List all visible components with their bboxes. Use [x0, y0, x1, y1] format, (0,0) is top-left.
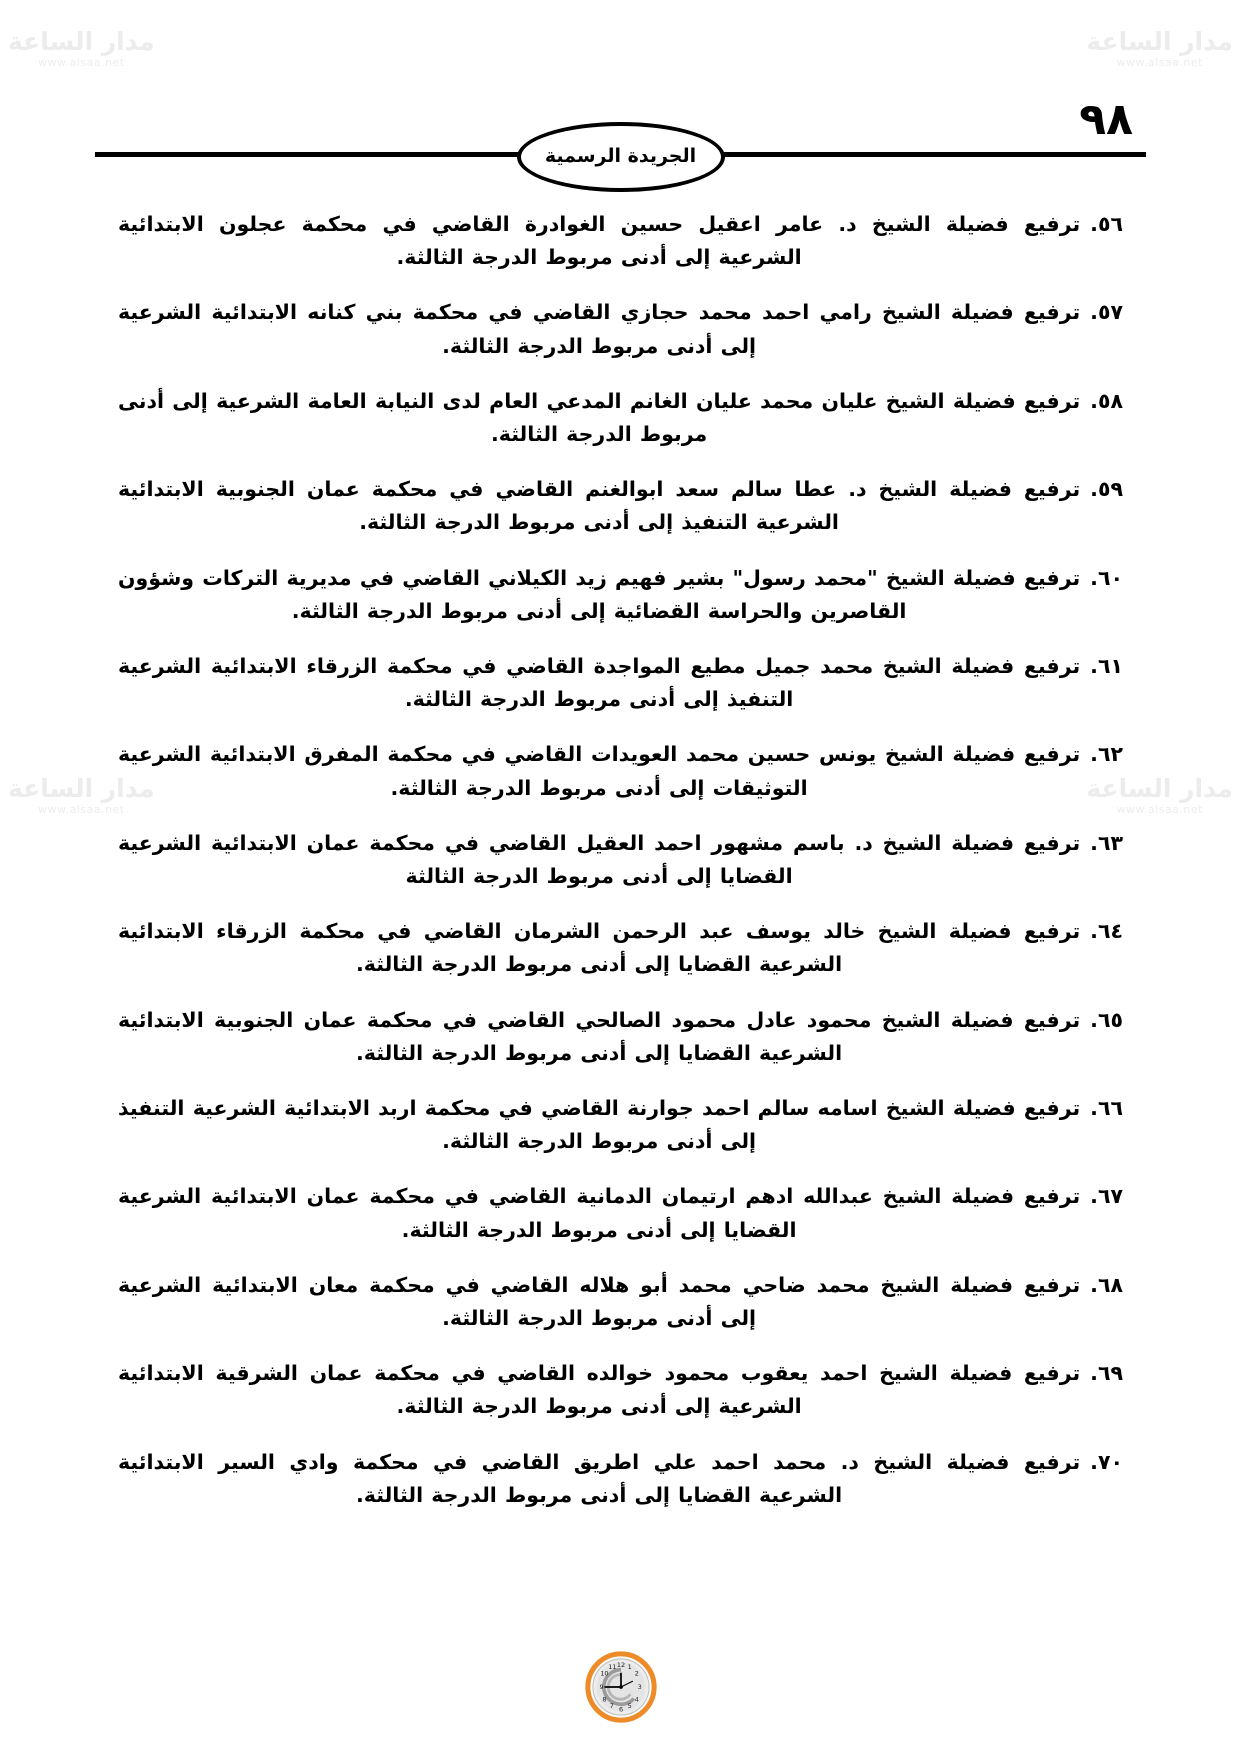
list-item-number: ٦٩. [1090, 1361, 1123, 1386]
list-item [118, 915, 1123, 981]
list-item [118, 1092, 1123, 1158]
list-item-text: ترفيع فضيلة الشيخ د. عامر اعقيل حسين الغوادرة القاضي في محكمة عجلون الابتدائية الشرعية إلى أدنى مربوط الدرجة الثالثة. [118, 212, 1081, 270]
svg-text:3: 3 [637, 1683, 642, 1692]
svg-text:7: 7 [609, 1701, 614, 1710]
list-item-text: ترفيع فضيلة الشيخ محمد ضاحي محمد أبو هلاله القاضي في محكمة معان الابتدائية الشرعية إلى أدنى مربوط الدرجة الثالثة. [118, 1272, 1081, 1331]
list-item-text: ترفيع فضيلة الشيخ خالد يوسف عبد الرحمن الشرمان القاضي في محكمة الزرقاء الابتدائية الشرعية القضايا إلى أدنى مربوط الدرجة الثالثة. [118, 919, 1081, 977]
svg-text:5: 5 [627, 1701, 632, 1710]
list-item-number: ٦١. [1090, 654, 1123, 679]
svg-text:4: 4 [634, 1695, 639, 1704]
promotions-list [118, 208, 1123, 1534]
svg-text:6: 6 [618, 1705, 623, 1714]
list-item-number: ٦٠. [1090, 565, 1123, 590]
watermark-top-left [8, 28, 155, 69]
list-item-text: ترفيع فضيلة الشيخ محمد جميل مطيع المواجدة القاضي في محكمة الزرقاء الابتدائية الشرعية التنفيذ إلى أدنى مربوط الدرجة الثالثة. [118, 654, 1081, 712]
watermark-url-text: www.alsaa.net [1116, 802, 1203, 816]
list-item [118, 562, 1123, 628]
list-item [118, 1446, 1123, 1512]
list-item [118, 1357, 1123, 1423]
list-item [118, 385, 1123, 451]
list-item [118, 1004, 1123, 1070]
list-item [118, 208, 1123, 274]
svg-text:1: 1 [627, 1663, 632, 1671]
list-item [118, 650, 1123, 716]
list-item-number: ٥٨. [1090, 388, 1123, 413]
list-item-number: ٧٠. [1090, 1449, 1123, 1474]
list-item-text: ترفيع فضيلة الشيخ د. عطا سالم سعد ابوالغنم القاضي في محكمة عمان الجنوبية الابتدائية الشرعية التنفيذ إلى أدنى مربوط الدرجة الثالثة. [118, 477, 1081, 535]
list-item-text: ترفيع فضيلة الشيخ احمد يعقوب محمود خوالده القاضي في محكمة عمان الشرقية الابتدائية الشرعية إلى أدنى مربوط الدرجة الثالثة. [118, 1361, 1081, 1419]
list-item-text: ترفيع فضيلة الشيخ رامي احمد محمد حجازي القاضي في محكمة بني كنانه الابتدائية الشرعية إلى أدنى مربوط الدرجة الثالثة. [118, 300, 1081, 358]
watermark-top-right [1086, 28, 1233, 69]
watermark-arabic-text: مدار الساعة [8, 27, 155, 56]
list-item-text: ترفيع فضيلة الشيخ يونس حسين محمد العويدات القاضي في محكمة المفرق الابتدائية الشرعية التوثيقات إلى أدنى مربوط الدرجة الثالثة. [118, 742, 1081, 800]
list-item-text: ترفيع فضيلة الشيخ محمود عادل محمود الصالحي القاضي في محكمة عمان الجنوبية الابتدائية الشرعية القضايا إلى أدنى مربوط الدرجة الثالثة. [118, 1007, 1081, 1065]
svg-text:10: 10 [599, 1669, 609, 1678]
list-item-text: ترفيع فضيلة الشيخ د. باسم مشهور احمد العقيل القاضي في محكمة عمان الابتدائية الشرعية القضايا إلى أدنى مربوط الدرجة الثالثة [118, 830, 1081, 889]
gazette-title-badge [517, 122, 725, 192]
list-item [118, 296, 1123, 362]
list-item-text: ترفيع فضيلة الشيخ عبدالله ادهم ارتيمان الدمانية القاضي في محكمة عمان الابتدائية الشرعية القضايا إلى أدنى مربوط الدرجة الثالثة. [118, 1184, 1081, 1242]
list-item-text: ترفيع فضيلة الشيخ عليان محمد عليان الغانم المدعي العام لدى النيابة العامة الشرعية إلى أدنى مربوط الدرجة الثالثة. [118, 388, 1081, 447]
svg-text:12: 12 [616, 1660, 625, 1669]
watermark-arabic-text: مدار الساعة [8, 774, 155, 803]
gazette-title-text: الجريدة الرسمية [544, 145, 697, 167]
list-item [118, 827, 1123, 893]
list-item-text: ترفيع فضيلة الشيخ اسامه سالم احمد جوارنة القاضي في محكمة اربد الابتدائية الشرعية التنفيذ إلى أدنى مربوط الدرجة الثالثة. [118, 1096, 1081, 1154]
list-item-number: ٥٧. [1090, 300, 1123, 325]
watermark-arabic-text: مدار الساعة [1086, 27, 1233, 56]
watermark-url-text: www.alsaa.net [38, 55, 125, 69]
list-item-number: ٦٣. [1090, 830, 1123, 855]
svg-text:8: 8 [601, 1695, 607, 1704]
clock-logo [585, 1651, 657, 1723]
list-item [118, 473, 1123, 539]
svg-text:2: 2 [634, 1669, 639, 1678]
list-item-text: ترفيع فضيلة الشيخ "محمد رسول" بشير فهيم زيد الكيلاني القاضي في مديرية التركات وشؤون القاصرين والحراسة القضائية إلى أدنى مربوط الدرجة الثالثة. [118, 565, 1081, 623]
list-item-number: ٥٦. [1090, 212, 1123, 236]
list-item [118, 738, 1123, 804]
svg-text:11: 11 [607, 1663, 616, 1671]
list-item-number: ٦٥. [1090, 1007, 1123, 1032]
list-item [118, 1269, 1123, 1335]
list-item-text: ترفيع فضيلة الشيخ د. محمد احمد علي اطريق القاضي في محكمة وادي السير الابتدائية الشرعية القضايا إلى أدنى مربوط الدرجة الثالثة. [118, 1449, 1081, 1507]
svg-text:9: 9 [598, 1683, 604, 1692]
list-item-number: ٦٦. [1090, 1096, 1123, 1121]
list-item-number: ٥٩. [1090, 477, 1123, 502]
list-item [118, 1180, 1123, 1246]
page-number: ٩٨ [1079, 94, 1133, 145]
watermark-arabic-text: مدار الساعة [1086, 774, 1233, 803]
list-item-number: ٦٢. [1090, 742, 1123, 767]
list-item-number: ٦٤. [1090, 919, 1123, 944]
list-item-number: ٦٧. [1090, 1184, 1123, 1209]
list-item-number: ٦٨. [1090, 1272, 1123, 1297]
watermark-url-text: www.alsaa.net [1116, 55, 1203, 69]
watermark-url-text: www.alsaa.net [38, 802, 125, 816]
